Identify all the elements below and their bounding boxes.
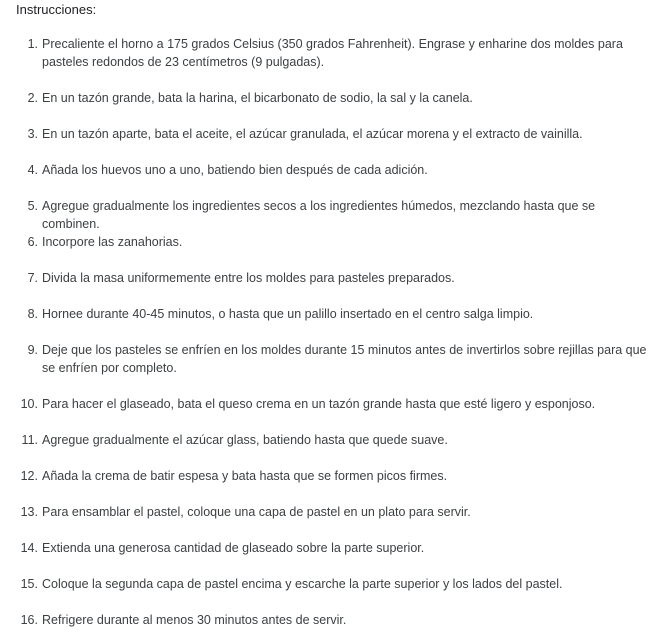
- step-number: 12.: [20, 469, 38, 483]
- step-text: Para hacer el glaseado, bata el queso crema en un tazón grande hasta que esté ligero y esponjoso.: [42, 397, 596, 411]
- step-number: 1.: [27, 37, 38, 51]
- step-text: Hornee durante 40-45 minutos, o hasta que un palillo insertado en el centro salga limpio.: [42, 307, 534, 321]
- step-number: 16.: [20, 613, 38, 627]
- step-text: Precaliente el horno a 175 grados Celsius (350 grados Fahrenheit). Engrase y enharine dos moldes para pasteles redondos de 23 centímetros (9 pulgadas).: [42, 37, 623, 69]
- step-text: En un tazón grande, bata la harina, el bicarbonato de sodio, la sal y la canela.: [42, 91, 473, 105]
- step-number: 7.: [27, 271, 38, 285]
- step-number: 14.: [20, 541, 38, 555]
- step-number: 5.: [27, 199, 38, 213]
- step-number: 15.: [20, 577, 38, 591]
- step-text: Añada la crema de batir espesa y bata hasta que se formen picos firmes.: [42, 469, 448, 483]
- step-text: Para ensamblar el pastel, coloque una capa de pastel en un plato para servir.: [42, 505, 471, 519]
- step-text: En un tazón aparte, bata el aceite, el azúcar granulada, el azúcar morena y el extracto de vainilla.: [42, 127, 583, 141]
- step-number: 4.: [27, 163, 38, 177]
- step-number: 10.: [20, 397, 38, 411]
- step-number: 9.: [27, 343, 38, 357]
- step-text: Incorpore las zanahorias.: [42, 235, 183, 249]
- step-text: Deje que los pasteles se enfríen en los moldes durante 15 minutos antes de invertirlos sobre rejillas para que se enfríen por completo.: [42, 343, 647, 375]
- step-number: 2.: [27, 91, 38, 105]
- step-text: Refrigere durante al menos 30 minutos antes de servir.: [42, 613, 347, 627]
- step-text: Agregue gradualmente los ingredientes secos a los ingredientes húmedos, mezclando hasta que se combinen.: [42, 199, 596, 231]
- step-number: 13.: [20, 505, 38, 519]
- step-text: Coloque la segunda capa de pastel encima y escarche la parte superior y los lados del pastel.: [42, 577, 563, 591]
- step-number: 3.: [27, 127, 38, 141]
- step-number: 6.: [27, 235, 38, 249]
- instructions-heading: Instrucciones:: [16, 2, 97, 17]
- step-text: Añada los huevos uno a uno, batiendo bien después de cada adición.: [42, 163, 428, 177]
- step-text: Divida la masa uniformemente entre los moldes para pasteles preparados.: [42, 271, 455, 285]
- step-text: Extienda una generosa cantidad de glaseado sobre la parte superior.: [42, 541, 425, 555]
- step-number: 11.: [21, 433, 38, 447]
- step-text: Agregue gradualmente el azúcar glass, batiendo hasta que quede suave.: [42, 433, 448, 447]
- step-number: 8.: [27, 307, 38, 321]
